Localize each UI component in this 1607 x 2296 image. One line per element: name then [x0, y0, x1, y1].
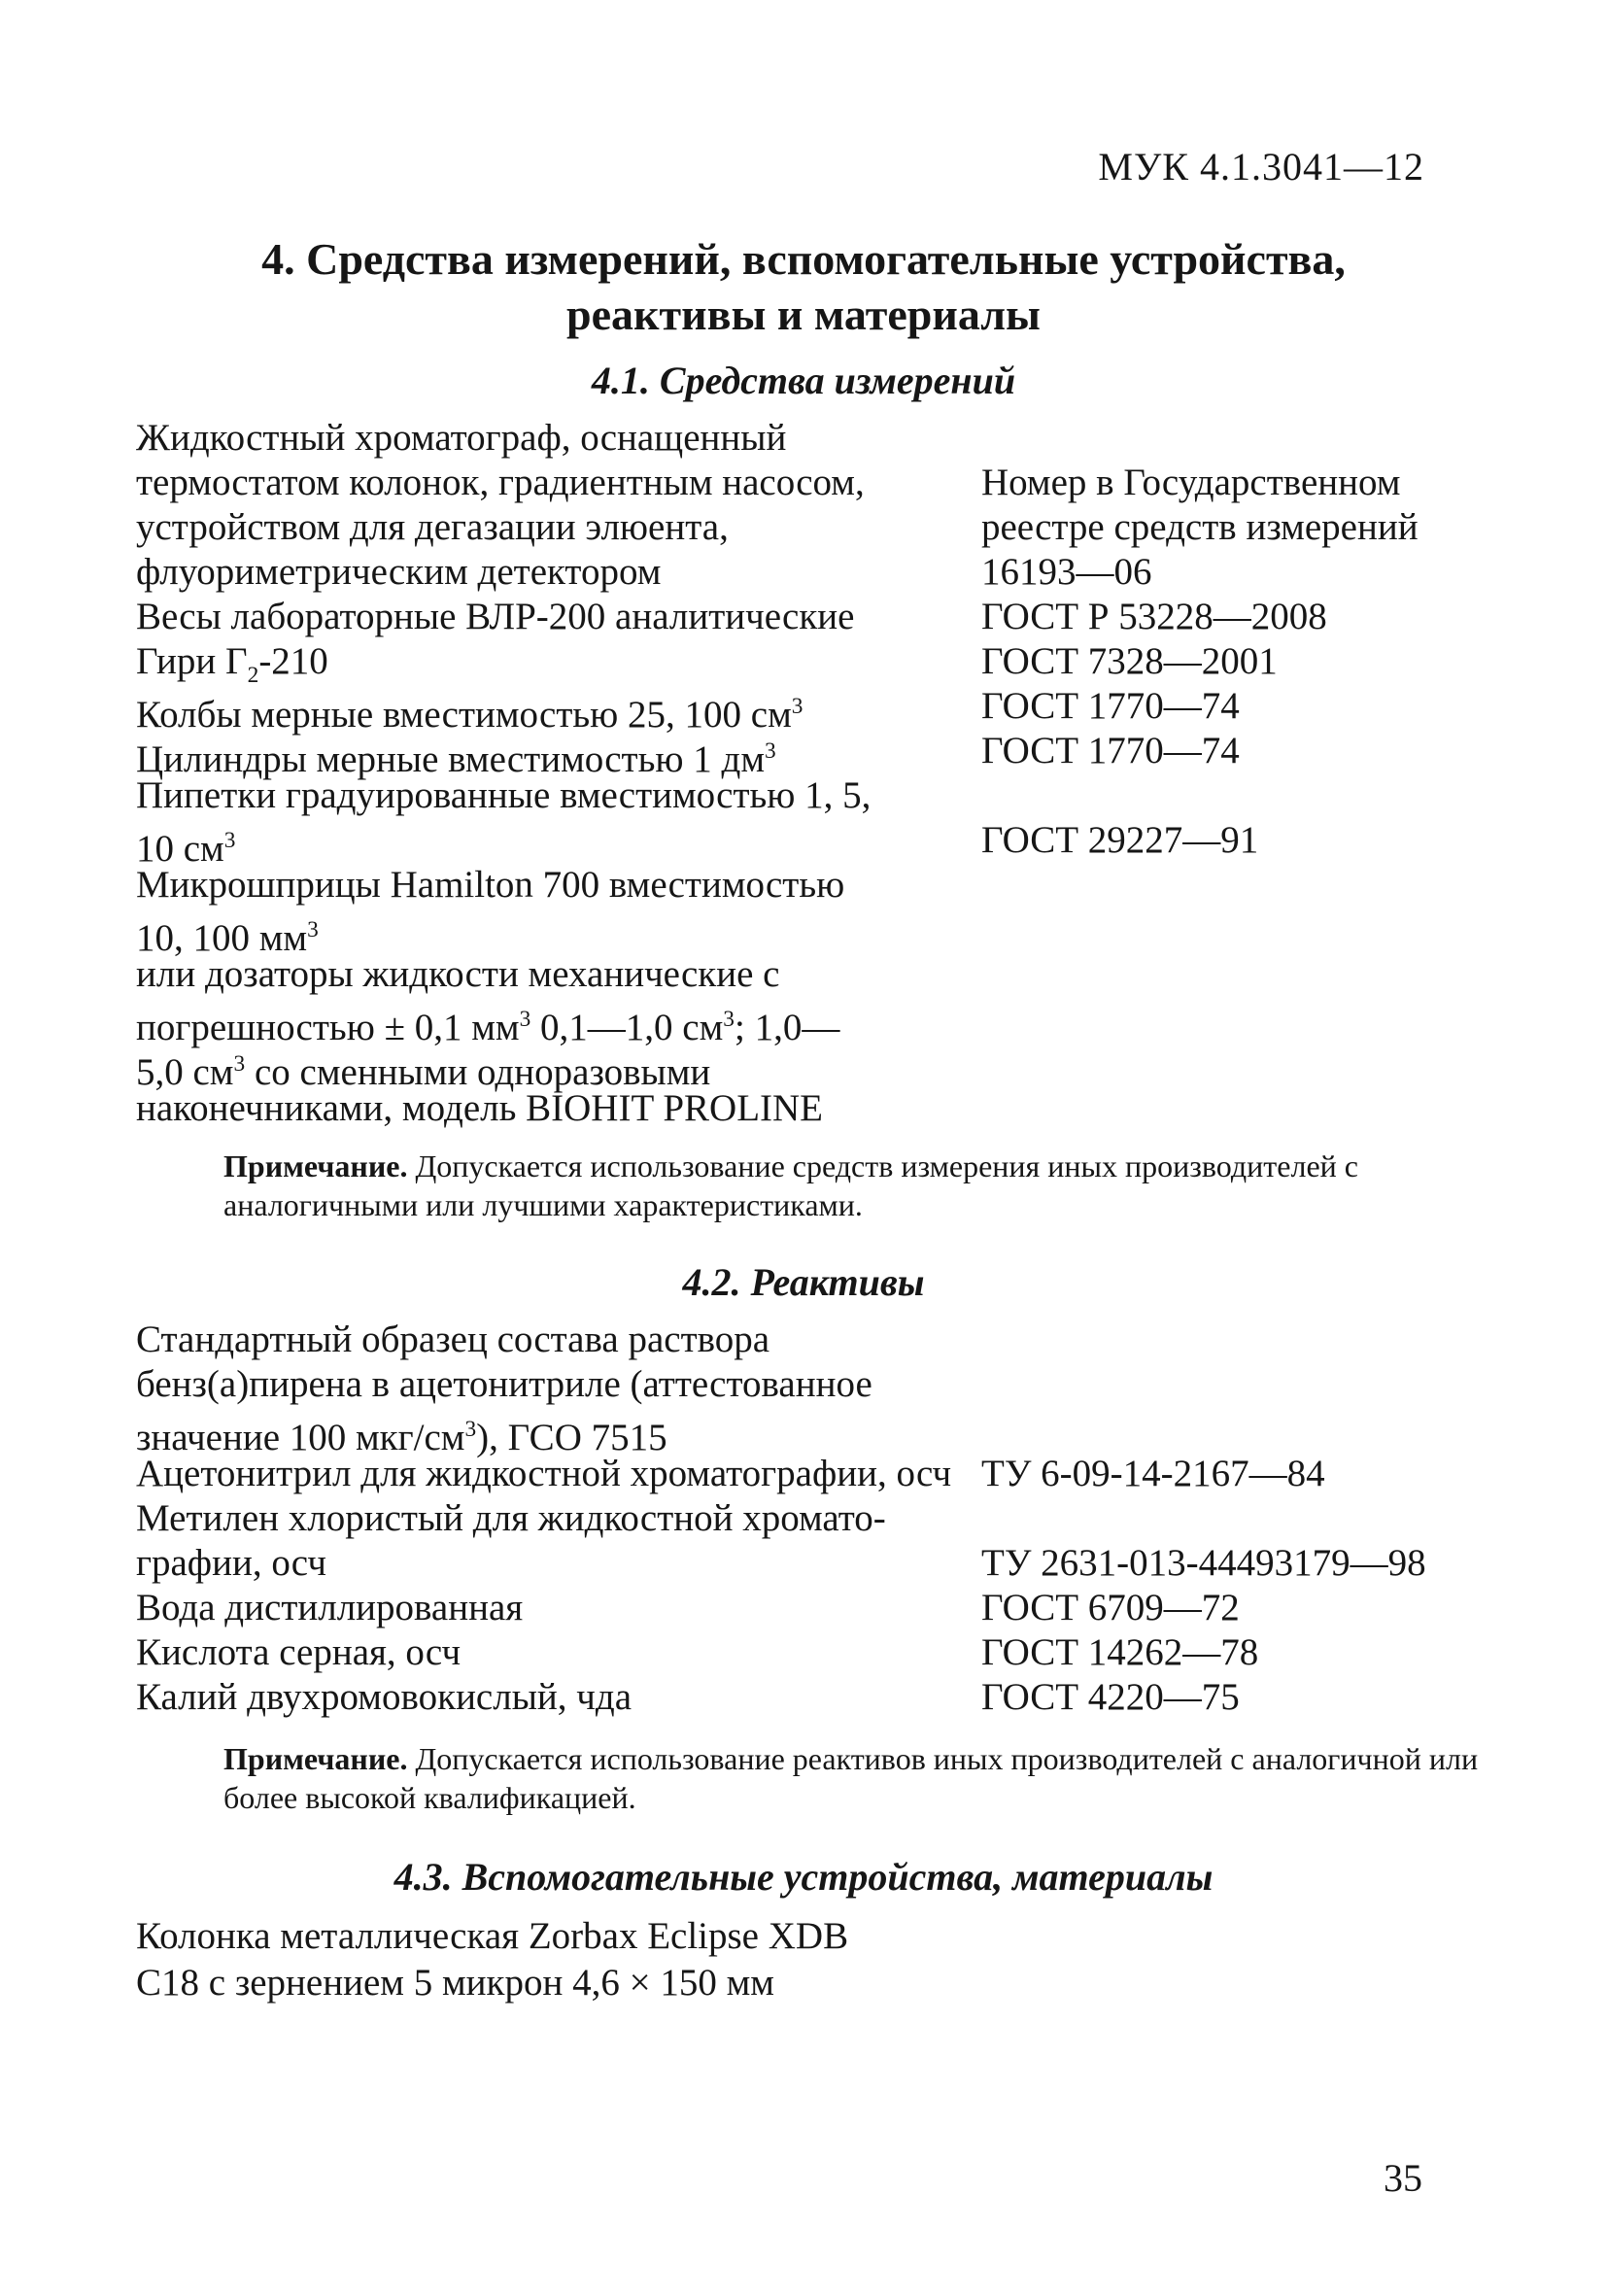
- list-item-reference: ГОСТ 6709—72: [981, 1587, 1240, 1628]
- list-item: 10 $см^3$: [136, 828, 236, 870]
- note-instruments: Примечание. Допускается использование средств измерения иных производителей с аналогичными или лучшими характеристиками.: [223, 1148, 1358, 1222]
- section-title-line1: 4. Средства измерений, вспомогательные устройства,: [261, 234, 1346, 284]
- list-item: наконечниками, модель BIOHIT PROLINE: [136, 1087, 823, 1129]
- list-item: бенз(а)пирена в ацетонитриле (аттестованное: [136, 1363, 872, 1405]
- section-title-line2: реактивы и материалы: [566, 290, 1041, 339]
- list-item: Стандартный образец состава раствора: [136, 1319, 770, 1360]
- list-item: Микрошприцы Hamilton 700 вместимостью: [136, 864, 845, 906]
- page-number: 35: [1384, 2156, 1422, 2200]
- list-item: значение 100 мкг/$см^3$), ГСО 7515: [136, 1417, 667, 1458]
- list-item: 10, 100 $мм^3$: [136, 917, 319, 959]
- list-item: погрешностью ± 0,1 $мм^3$ 0,1—1,0 $см^3$; 1,0—: [136, 1007, 840, 1048]
- subsection-title-4-1: 4.1. Средства измерений: [591, 359, 1016, 402]
- list-item-reference: ТУ 6-09-14-2167—84: [981, 1453, 1325, 1494]
- document-code: МУК 4.1.3041—12: [1098, 145, 1424, 188]
- list-item-reference: ГОСТ 1770—74: [981, 685, 1240, 727]
- list-item: Жидкостный хроматограф, оснащенный: [136, 417, 787, 459]
- list-item-reference: реестре средств измерений: [981, 506, 1419, 548]
- list-item: Гири $Г_2-210$: [136, 640, 328, 688]
- list-item-reference: ГОСТ 14262—78: [981, 1631, 1259, 1673]
- list-item-reference: ГОСТ 4220—75: [981, 1676, 1240, 1718]
- list-item-reference: ГОСТ 29227—91: [981, 819, 1259, 861]
- list-item: Ацетонитрил для жидкостной хроматографии, осч: [136, 1453, 952, 1494]
- list-item: Весы лабораторные ВЛР-200 аналитические: [136, 596, 855, 637]
- list-item-reference: ГОСТ Р 53228—2008: [981, 596, 1327, 637]
- list-item-reference: ГОСТ 7328—2001: [981, 640, 1278, 682]
- list-item: Колбы мерные вместимостью 25, 100 $см^3$: [136, 694, 804, 736]
- list-item: флуориметрическим детектором: [136, 551, 662, 593]
- list-item: Вода дистиллированная: [136, 1587, 524, 1628]
- list-item: Калий двухромовокислый, чда: [136, 1676, 633, 1718]
- list-item-reference: 16193—06: [981, 551, 1152, 593]
- list-item: Пипетки градуированные вместимостью 1, 5,: [136, 774, 872, 816]
- list-item: устройством для дегазации элюента,: [136, 506, 729, 548]
- list-item-reference: Номер в Государственном: [981, 462, 1401, 503]
- list-item: Метилен хлористый для жидкостной хромато-: [136, 1497, 886, 1539]
- list-item: Колонка металлическая Zorbax Eclipse XDB: [136, 1915, 849, 1957]
- list-item: С18 с зернением 5 микрон 4,6 × 150 мм: [136, 1962, 774, 2004]
- subsection-title-4-3: 4.3. Вспомогательные устройства, материалы: [393, 1855, 1214, 1899]
- subsection-title-4-2: 4.2. Реактивы: [682, 1260, 925, 1304]
- list-item: 5,0 $см^3$ со сменными одноразовыми: [136, 1051, 711, 1093]
- note-reagents: Примечание. Допускается использование реактивов иных производителей с аналогичной или более высокой квалификацией.: [223, 1741, 1479, 1815]
- list-item-reference: ГОСТ 1770—74: [981, 730, 1240, 771]
- list-item: Цилиндры мерные вместимостью 1 $дм^3$: [136, 738, 776, 780]
- list-item: графии, осч: [136, 1542, 326, 1584]
- list-item: или дозаторы жидкости механические с: [136, 953, 780, 995]
- list-item: Кислота серная, осч: [136, 1631, 462, 1673]
- list-item-reference: ТУ 2631-013-44493179—98: [981, 1542, 1426, 1584]
- list-item: термостатом колонок, градиентным насосом,: [136, 462, 865, 503]
